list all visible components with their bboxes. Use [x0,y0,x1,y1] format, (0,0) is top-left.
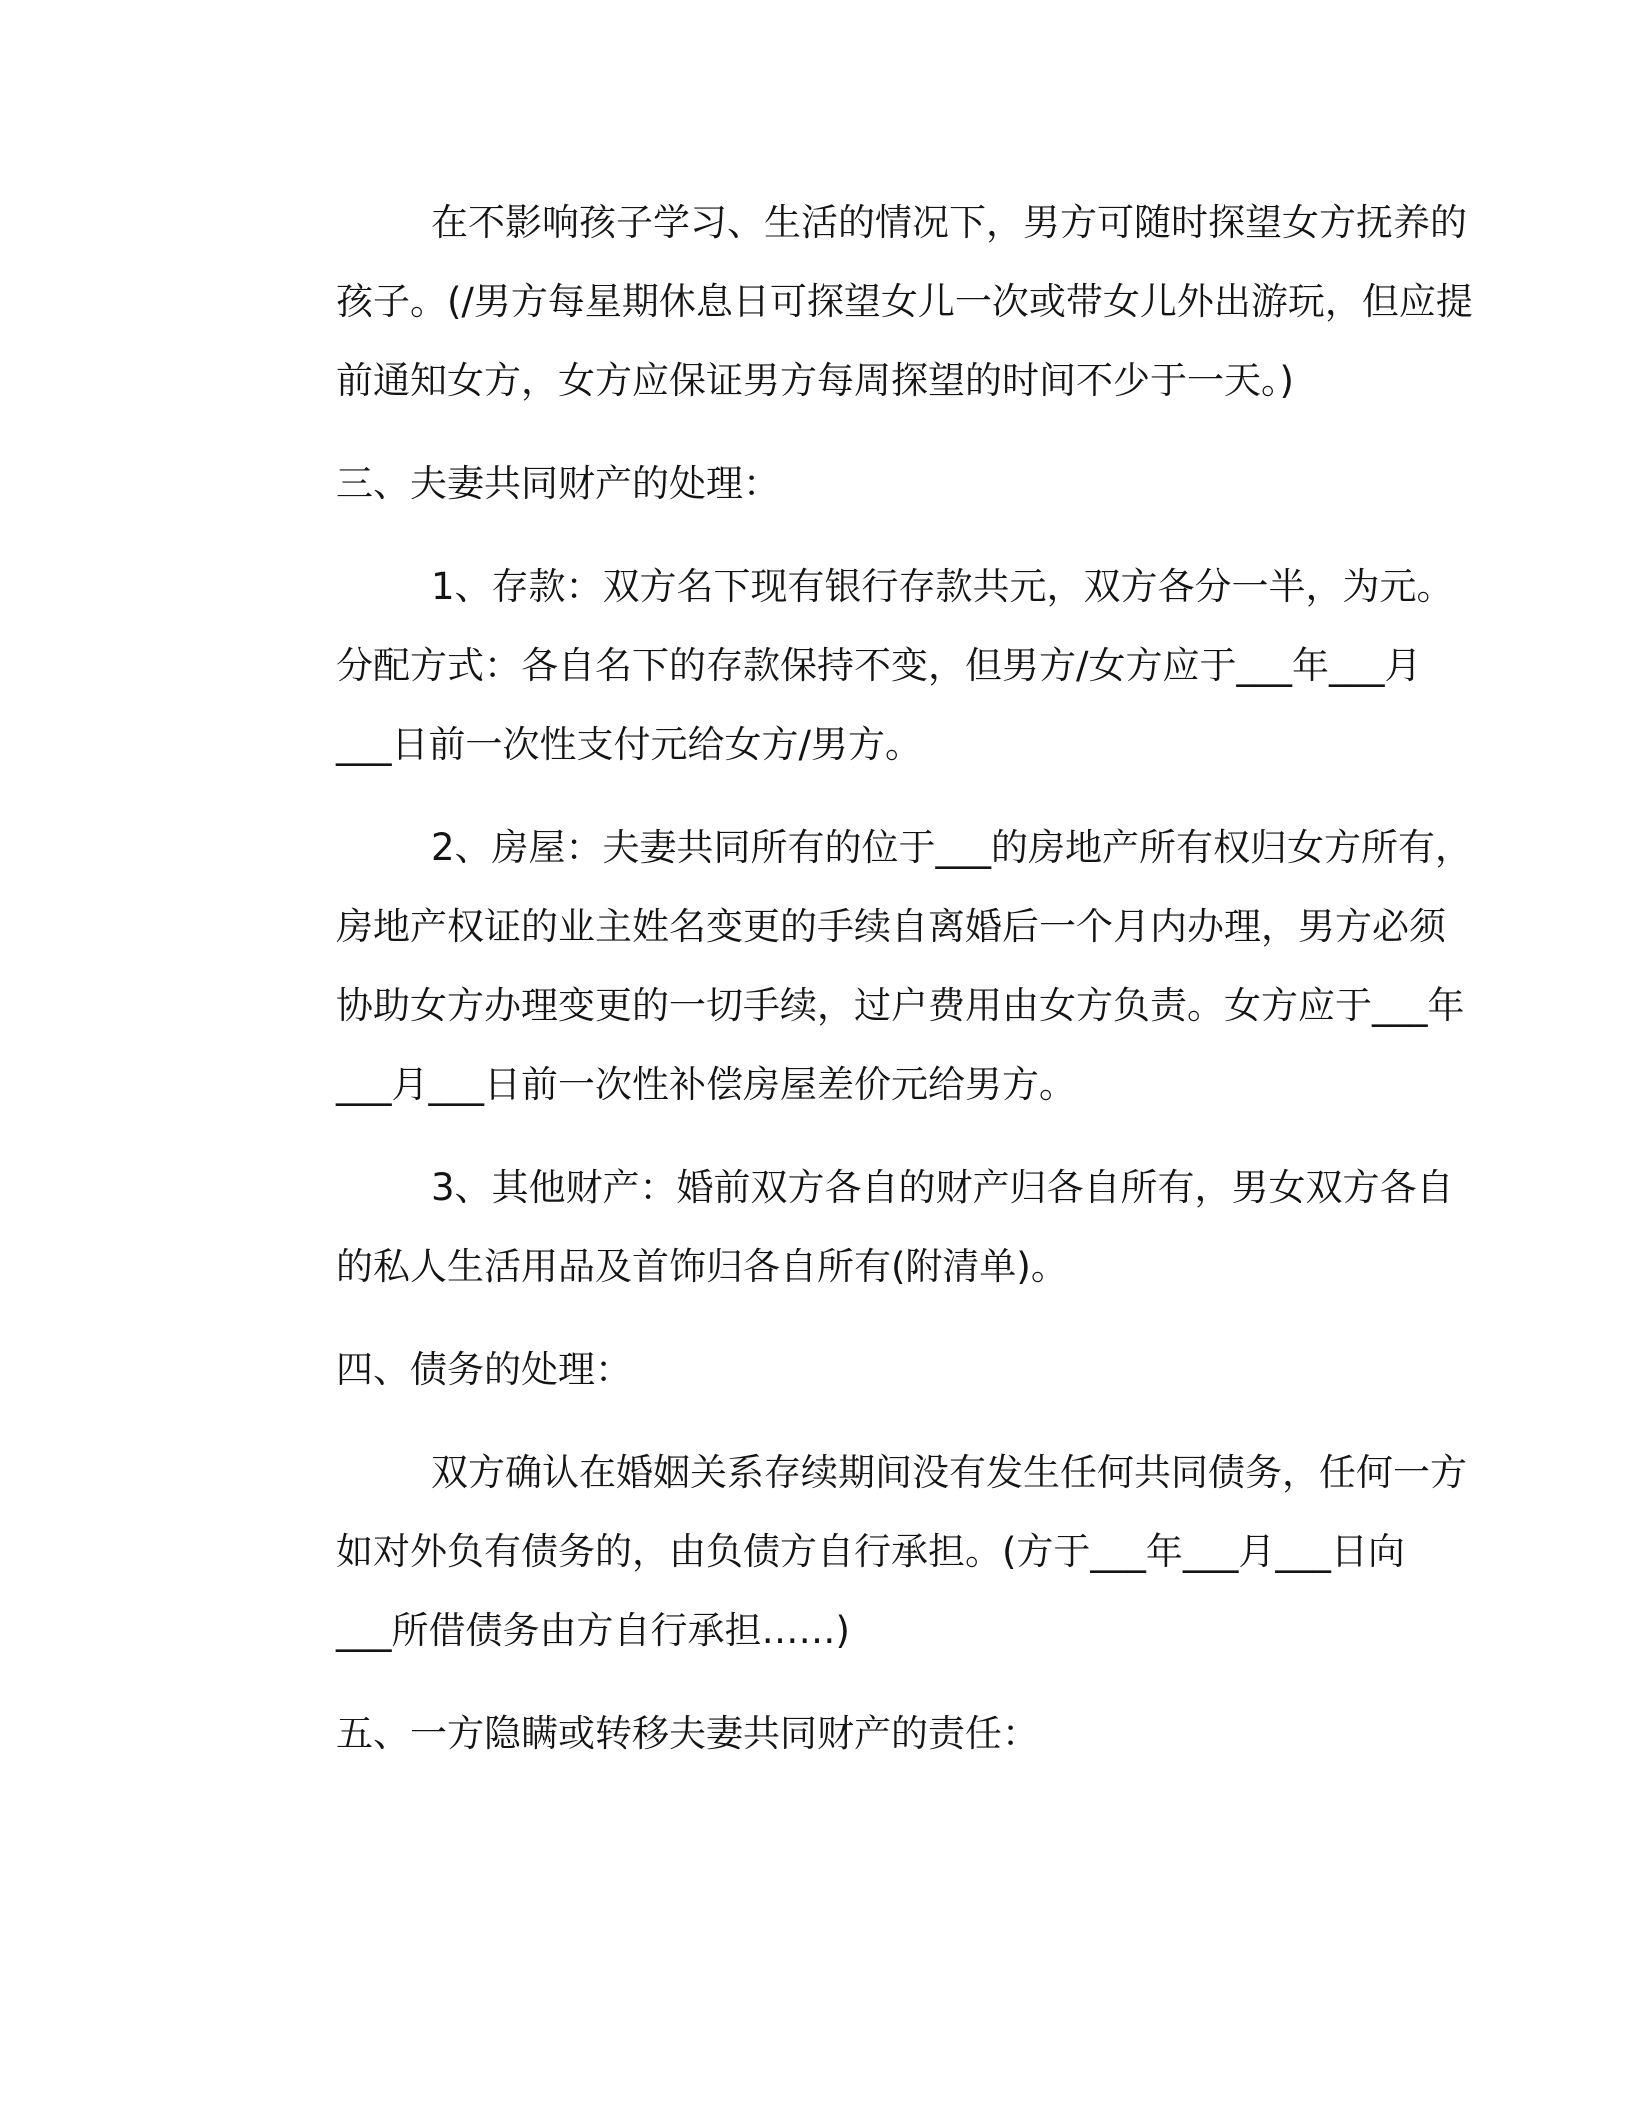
text-line: 协助女方办理变更的一切手续，过户费用由女方负责。女方应于___年 [336,984,1465,1027]
text-line: ___日前一次性支付元给女方/男方。 [336,723,922,766]
document-body [241,183,1473,1797]
text-line: 2、房屋：夫妻共同所有的位于___的房地产所有权归女方所有， [431,826,1473,869]
text-line: ___月___日前一次性补偿房屋差价元给男方。 [336,1063,1076,1106]
text-line: 分配方式：各自名下的存款保持不变，但男方/女方应于___年___月 [336,644,1422,687]
section-heading-concealment: 五、一方隐瞒或转移夫妻共同财产的责任： [336,1712,1039,1755]
paragraph-visitation [241,183,1473,420]
paragraph-debts [241,1433,1467,1670]
text-line: 房地产权证的业主姓名变更的手续自离婚后一个月内办理，男方必须 [336,905,1446,948]
text-line: 1、存款：双方名下现有银行存款共元，双方各分一半，为元。 [431,565,1454,608]
paragraph-deposits [241,547,1454,784]
paragraph-other-property [241,1148,1454,1306]
section-heading-debts: 四、债务的处理： [336,1348,632,1391]
text-line: 如对外负有债务的，由负债方自行承担。(方于___年___月___日向 [336,1530,1405,1573]
text-line: 3、其他财产：婚前双方各自的财产归各自所有，男女双方各自 [431,1166,1454,1209]
text-line: 的私人生活用品及首饰归各自所有(附清单)。 [336,1245,1068,1288]
text-line: 孩子。(/男方每星期休息日可探望女儿一次或带女儿外出游玩，但应提 [336,280,1473,323]
text-line: ___所借债务由方自行承担……) [336,1609,850,1652]
text-line: 双方确认在婚姻关系存续期间没有发生任何共同债务，任何一方 [431,1451,1467,1494]
text-line: 前通知女方，女方应保证男方每周探望的时间不少于一天。) [336,359,1294,402]
text-line: 在不影响孩子学习、生活的情况下，男方可随时探望女方抚养的 [431,201,1467,244]
section-heading-property: 三、夫妻共同财产的处理： [336,462,780,505]
paragraph-housing [241,808,1473,1124]
